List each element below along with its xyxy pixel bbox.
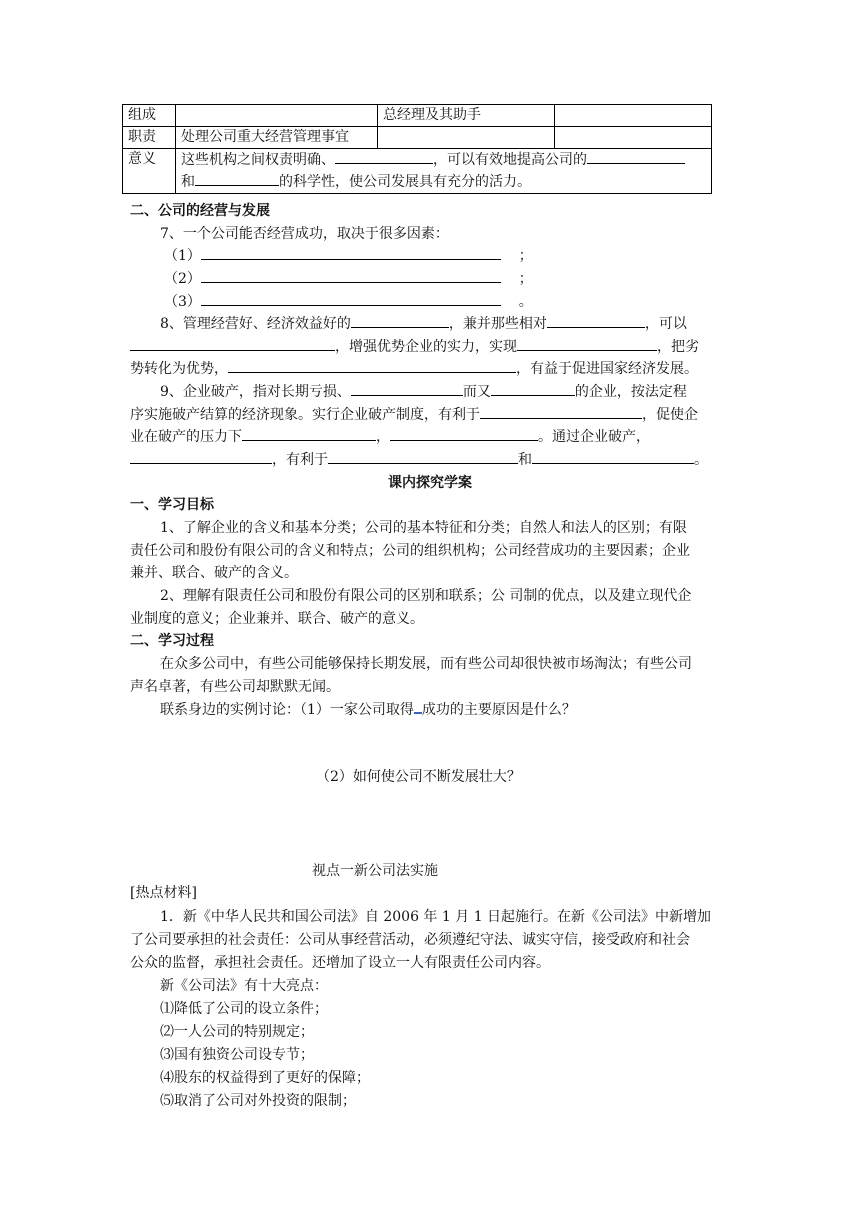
blank xyxy=(517,336,657,351)
blank xyxy=(201,268,501,283)
table-cell xyxy=(176,149,712,194)
list-item: ⑵一人公司的特别规定； xyxy=(160,1024,314,1040)
section-tag: [热点材料] xyxy=(130,885,197,901)
paragraph-line: 公众的监督，承担社会责任。还增加了设立一人有限责任公司内容。 xyxy=(130,955,550,971)
table-cell: 总经理及其助手 xyxy=(378,105,555,127)
text: ，兼并那些相对 xyxy=(448,316,547,332)
blank xyxy=(335,149,433,164)
paragraph-line: 1．新《中华人民共和国公司法》自 2006 年 1 月 1 日起施行。在新《公司法》中新增加 xyxy=(160,909,712,925)
text: 成功的主要原因是什么？ xyxy=(421,702,576,718)
paragraph-line: 兼并、联合、破产的含义。 xyxy=(130,565,298,581)
text: 。通过企业破产， xyxy=(538,429,650,445)
text: 7、一个公司能否经营成功，取决于很多因素： xyxy=(160,226,449,242)
text: 。 xyxy=(694,452,708,468)
text: ，可以 xyxy=(644,316,687,332)
list-item: ⑸取消了公司对外投资的限制； xyxy=(160,1093,356,1109)
list-item xyxy=(164,291,730,313)
blank xyxy=(130,336,335,351)
text: 的企业，按法定程 xyxy=(574,384,687,400)
blank xyxy=(587,149,685,164)
section-heading: 二、学习过程 xyxy=(130,633,214,649)
text: 和 xyxy=(181,174,195,190)
text: ，把劣 xyxy=(657,339,699,355)
blank xyxy=(195,171,279,186)
text: ，有利于 xyxy=(272,452,328,468)
blank xyxy=(390,426,538,441)
blank xyxy=(480,404,642,419)
text: ； xyxy=(518,271,533,287)
paragraph-line: 声名卓著，有些公司却默默无闻。 xyxy=(130,679,340,695)
paragraph-line: 2、理解有限责任公司和股份有限公司的区别和联系；公 司制的优点，以及建立现代企 xyxy=(160,588,692,604)
text: 联系身边的实例讨论：（1）一家公司取得 xyxy=(160,702,414,718)
row-label: 职责 xyxy=(123,127,176,149)
table-cell xyxy=(176,105,378,127)
paragraph-line: 业制度的意义；企业兼并、联合、破产的意义。 xyxy=(130,611,424,627)
text: ； xyxy=(518,248,533,264)
list-item: ⑷股东的权益得到了更好的保障； xyxy=(160,1070,370,1086)
paragraph-line: （2）如何使公司不断发展壮大？ xyxy=(316,769,521,785)
text: 8、管理经营好、经济效益好的 xyxy=(160,316,351,332)
company-structure-table xyxy=(122,104,712,194)
text: ，可以有效地提高公司的 xyxy=(433,152,587,168)
text: （3） xyxy=(164,294,201,310)
table-row xyxy=(123,149,712,194)
paragraph-line: 1、了解企业的含义和基本分类；公司的基本特征和分类；自然人和法人的区别；有限 xyxy=(160,520,687,536)
text: 而又 xyxy=(462,384,491,400)
paragraph-line xyxy=(130,404,730,426)
text: 序实施破产结算的经济现象。实行企业破产制度，有利于 xyxy=(130,407,480,423)
text: （1） xyxy=(164,248,201,264)
list-item xyxy=(164,245,730,267)
table-cell xyxy=(555,127,712,149)
section-heading: 一、学习目标 xyxy=(130,497,214,513)
paragraph-line: 新《公司法》有十大亮点： xyxy=(160,978,328,994)
text: 业在破产的压力下 xyxy=(130,429,242,445)
paragraph-line xyxy=(130,336,730,358)
section-heading: 二、公司的经营与发展 xyxy=(130,203,270,219)
blank xyxy=(547,313,645,328)
section-title: 课内探究学案 xyxy=(388,475,472,491)
text: 的科学性，使公司发展具有充分的活力。 xyxy=(279,174,531,190)
blank xyxy=(351,381,463,396)
blank xyxy=(532,449,694,464)
paragraph-line: 责任公司和股份有限公司的含义和特点；公司的组织机构；公司经营成功的主要因素；企业 xyxy=(130,543,690,559)
blank xyxy=(328,449,518,464)
table-cell xyxy=(378,127,555,149)
blank xyxy=(351,313,449,328)
paragraph-line: 在众多公司中，有些公司能够保持长期发展，而有些公司却很快被市场淘汰；有些公司 xyxy=(160,656,692,672)
table-cell xyxy=(555,105,712,127)
paragraph-line: 了公司要承担的社会责任：公司从事经营活动，必须遵纪守法、诚实守信，接受政府和社会 xyxy=(130,932,690,948)
text: ，有益于促进国家经济发展。 xyxy=(516,361,698,377)
blank xyxy=(228,358,516,373)
list-item xyxy=(164,268,730,290)
blank xyxy=(201,291,501,306)
text: ，增强优势企业的实力，实现 xyxy=(335,339,517,355)
paragraph-line xyxy=(130,358,730,380)
paragraph-line xyxy=(160,313,730,335)
text: 势转化为优势， xyxy=(130,361,228,377)
text: 这些机构之间权责明确、 xyxy=(181,152,335,168)
list-item: ⑴降低了公司的设立条件； xyxy=(160,1001,328,1017)
text: 9、企业破产，指对长期亏损、 xyxy=(160,384,351,400)
text: （2） xyxy=(164,271,201,287)
row-label: 意义 xyxy=(123,149,176,194)
blank xyxy=(130,449,272,464)
section-title: 视点一新公司法实施 xyxy=(312,863,438,879)
paragraph-line xyxy=(130,449,730,471)
table-row xyxy=(123,105,712,127)
blank xyxy=(491,381,575,396)
table-cell: 处理公司重大经营管理事宜 xyxy=(176,127,378,149)
blank xyxy=(242,426,376,441)
text: ，促使企 xyxy=(642,407,698,423)
row-label: 组成 xyxy=(123,105,176,127)
text: 和 xyxy=(518,452,532,468)
list-item: ⑶国有独资公司设专节； xyxy=(160,1047,314,1063)
blank xyxy=(201,245,501,260)
paragraph-line xyxy=(160,698,730,721)
paragraph-line xyxy=(130,426,730,448)
table-row xyxy=(123,127,712,149)
paragraph-line xyxy=(160,381,730,403)
text: 。 xyxy=(518,294,533,310)
text: ， xyxy=(376,429,390,445)
blank xyxy=(414,698,422,714)
